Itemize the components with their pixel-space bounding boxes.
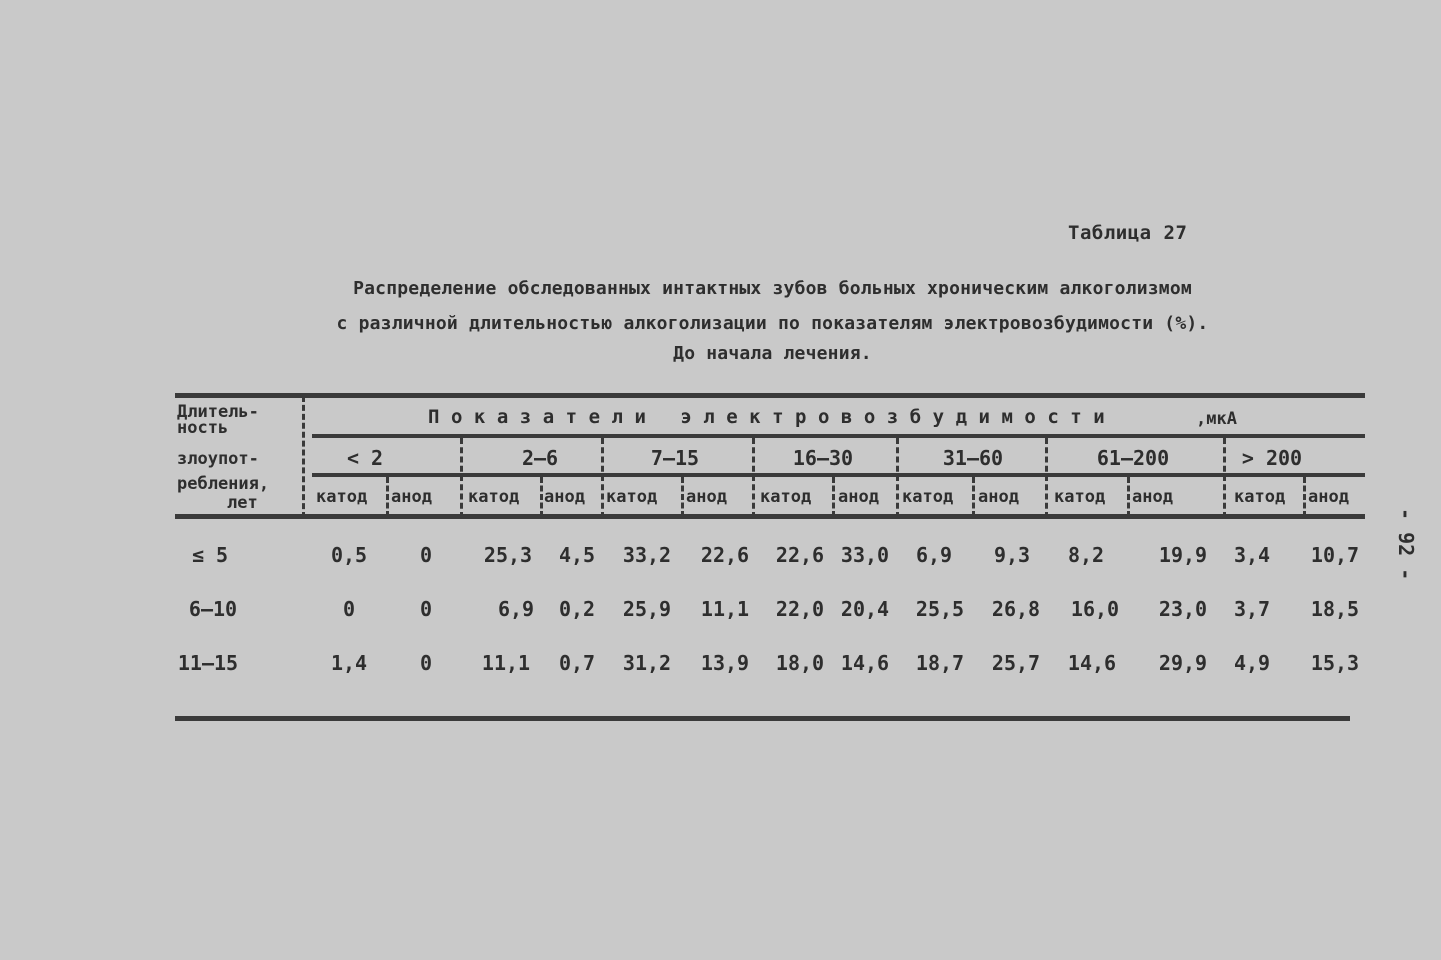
table-cell: 29,9: [1158, 651, 1208, 675]
table-cell: 18,7: [915, 651, 965, 675]
table-cell: 0: [419, 651, 433, 675]
row-label: 11–15: [177, 651, 239, 675]
sub-header-cathode: катод: [606, 487, 658, 507]
sub-header-cathode: катод: [902, 487, 954, 507]
table-cell: 15,3: [1310, 651, 1360, 675]
table-cell: 14,6: [840, 651, 890, 675]
range-divider: [896, 438, 899, 518]
table-cell: 11,1: [481, 651, 531, 675]
row-label: 6–10: [188, 597, 238, 621]
table-cell: 33,0: [840, 543, 890, 567]
range-header: 7–15: [650, 446, 700, 470]
table-cell: 8,2: [1067, 543, 1105, 567]
table-cell: 18,0: [775, 651, 825, 675]
table-cell: 6,9: [497, 597, 535, 621]
table-cell: 1,4: [330, 651, 368, 675]
table-cell: 19,9: [1158, 543, 1208, 567]
table-cell: 4,5: [558, 543, 596, 567]
range-header: 61–200: [1096, 446, 1170, 470]
table-cell: 0,7: [558, 651, 596, 675]
row-header-line: ность: [177, 418, 229, 438]
row-header-line: злоупот-: [177, 449, 259, 469]
table-cell: 16,0: [1070, 597, 1120, 621]
table-cell: 6,9: [915, 543, 953, 567]
sub-divider: [1127, 477, 1130, 517]
row-header-line: Длитель-: [177, 402, 259, 422]
table-cell: 9,3: [993, 543, 1031, 567]
caption-line-2: с различной длительностью алкоголизации по показателям электровозбудимости (%).: [336, 313, 1209, 334]
range-header: 2–6: [521, 446, 559, 470]
table-cell: 18,5: [1310, 597, 1360, 621]
table-cell: 22,0: [775, 597, 825, 621]
sub-header-cathode: катод: [1234, 487, 1286, 507]
table-cell: 13,9: [700, 651, 750, 675]
table-cell: 25,9: [622, 597, 672, 621]
group-title: Показатели электровозбудимости: [428, 406, 1117, 428]
table-cell: 22,6: [775, 543, 825, 567]
table-cell: 10,7: [1310, 543, 1360, 567]
table-cell: 25,3: [483, 543, 533, 567]
table-cell: 11,1: [700, 597, 750, 621]
sub-divider: [681, 477, 684, 517]
sub-divider: [540, 477, 543, 517]
table-cell: 4,9: [1233, 651, 1271, 675]
table-cell: 0: [342, 597, 356, 621]
table-bottom-rule: [175, 716, 1350, 721]
table-cell: 25,5: [915, 597, 965, 621]
table-cell: 31,2: [622, 651, 672, 675]
table-cell: 20,4: [840, 597, 890, 621]
table-top-rule: [175, 393, 1365, 398]
range-divider: [1223, 438, 1226, 518]
range-divider: [460, 438, 463, 518]
caption-line-1: Распределение обследованных интактных зубов больных хроническим алкоголизмом: [353, 278, 1192, 299]
sub-header-anode: анод: [978, 487, 1019, 507]
sub-header-anode: анод: [838, 487, 879, 507]
table-cell: 14,6: [1067, 651, 1117, 675]
sub-divider: [386, 477, 389, 517]
row-header-line: лет: [227, 493, 258, 513]
sub-divider: [832, 477, 835, 517]
range-divider: [1045, 438, 1048, 518]
header-rule-2: [312, 473, 1365, 477]
sub-header-anode: анод: [686, 487, 727, 507]
range-header: 16–30: [792, 446, 854, 470]
table-cell: 0,5: [330, 543, 368, 567]
page-number: - 92 -: [1394, 508, 1418, 581]
unit-label: ,мкА: [1196, 409, 1237, 429]
header-rule-1: [312, 434, 1365, 438]
sub-header-cathode: катод: [316, 487, 368, 507]
row-header-line: ребления,: [177, 474, 270, 494]
table-cell: 33,2: [622, 543, 672, 567]
table-label: Таблица 27: [1068, 222, 1188, 244]
sub-header-anode: анод: [391, 487, 432, 507]
sub-header-anode: анод: [1308, 487, 1349, 507]
sub-header-cathode: катод: [468, 487, 520, 507]
table-cell: 23,0: [1158, 597, 1208, 621]
range-header: < 2: [346, 446, 384, 470]
row-label: ≤ 5: [191, 543, 229, 567]
sub-header-anode: анод: [1132, 487, 1173, 507]
table-cell: 0,2: [558, 597, 596, 621]
table-cell: 0: [419, 543, 433, 567]
header-bottom-rule: [175, 514, 1365, 519]
range-divider: [752, 438, 755, 518]
table-cell: 3,4: [1233, 543, 1271, 567]
sub-header-cathode: катод: [1054, 487, 1106, 507]
caption-line-3: До начала лечения.: [673, 343, 872, 364]
table-cell: 0: [419, 597, 433, 621]
sub-header-anode: анод: [544, 487, 585, 507]
sub-header-cathode: катод: [760, 487, 812, 507]
range-divider: [601, 438, 604, 518]
table-cell: 26,8: [991, 597, 1041, 621]
sub-divider: [972, 477, 975, 517]
table-cell: 25,7: [991, 651, 1041, 675]
table-cell: 22,6: [700, 543, 750, 567]
sub-divider: [1303, 477, 1306, 517]
table-cell: 3,7: [1233, 597, 1271, 621]
row-header-divider: [302, 396, 305, 518]
range-header: > 200: [1241, 446, 1303, 470]
range-header: 31–60: [942, 446, 1004, 470]
